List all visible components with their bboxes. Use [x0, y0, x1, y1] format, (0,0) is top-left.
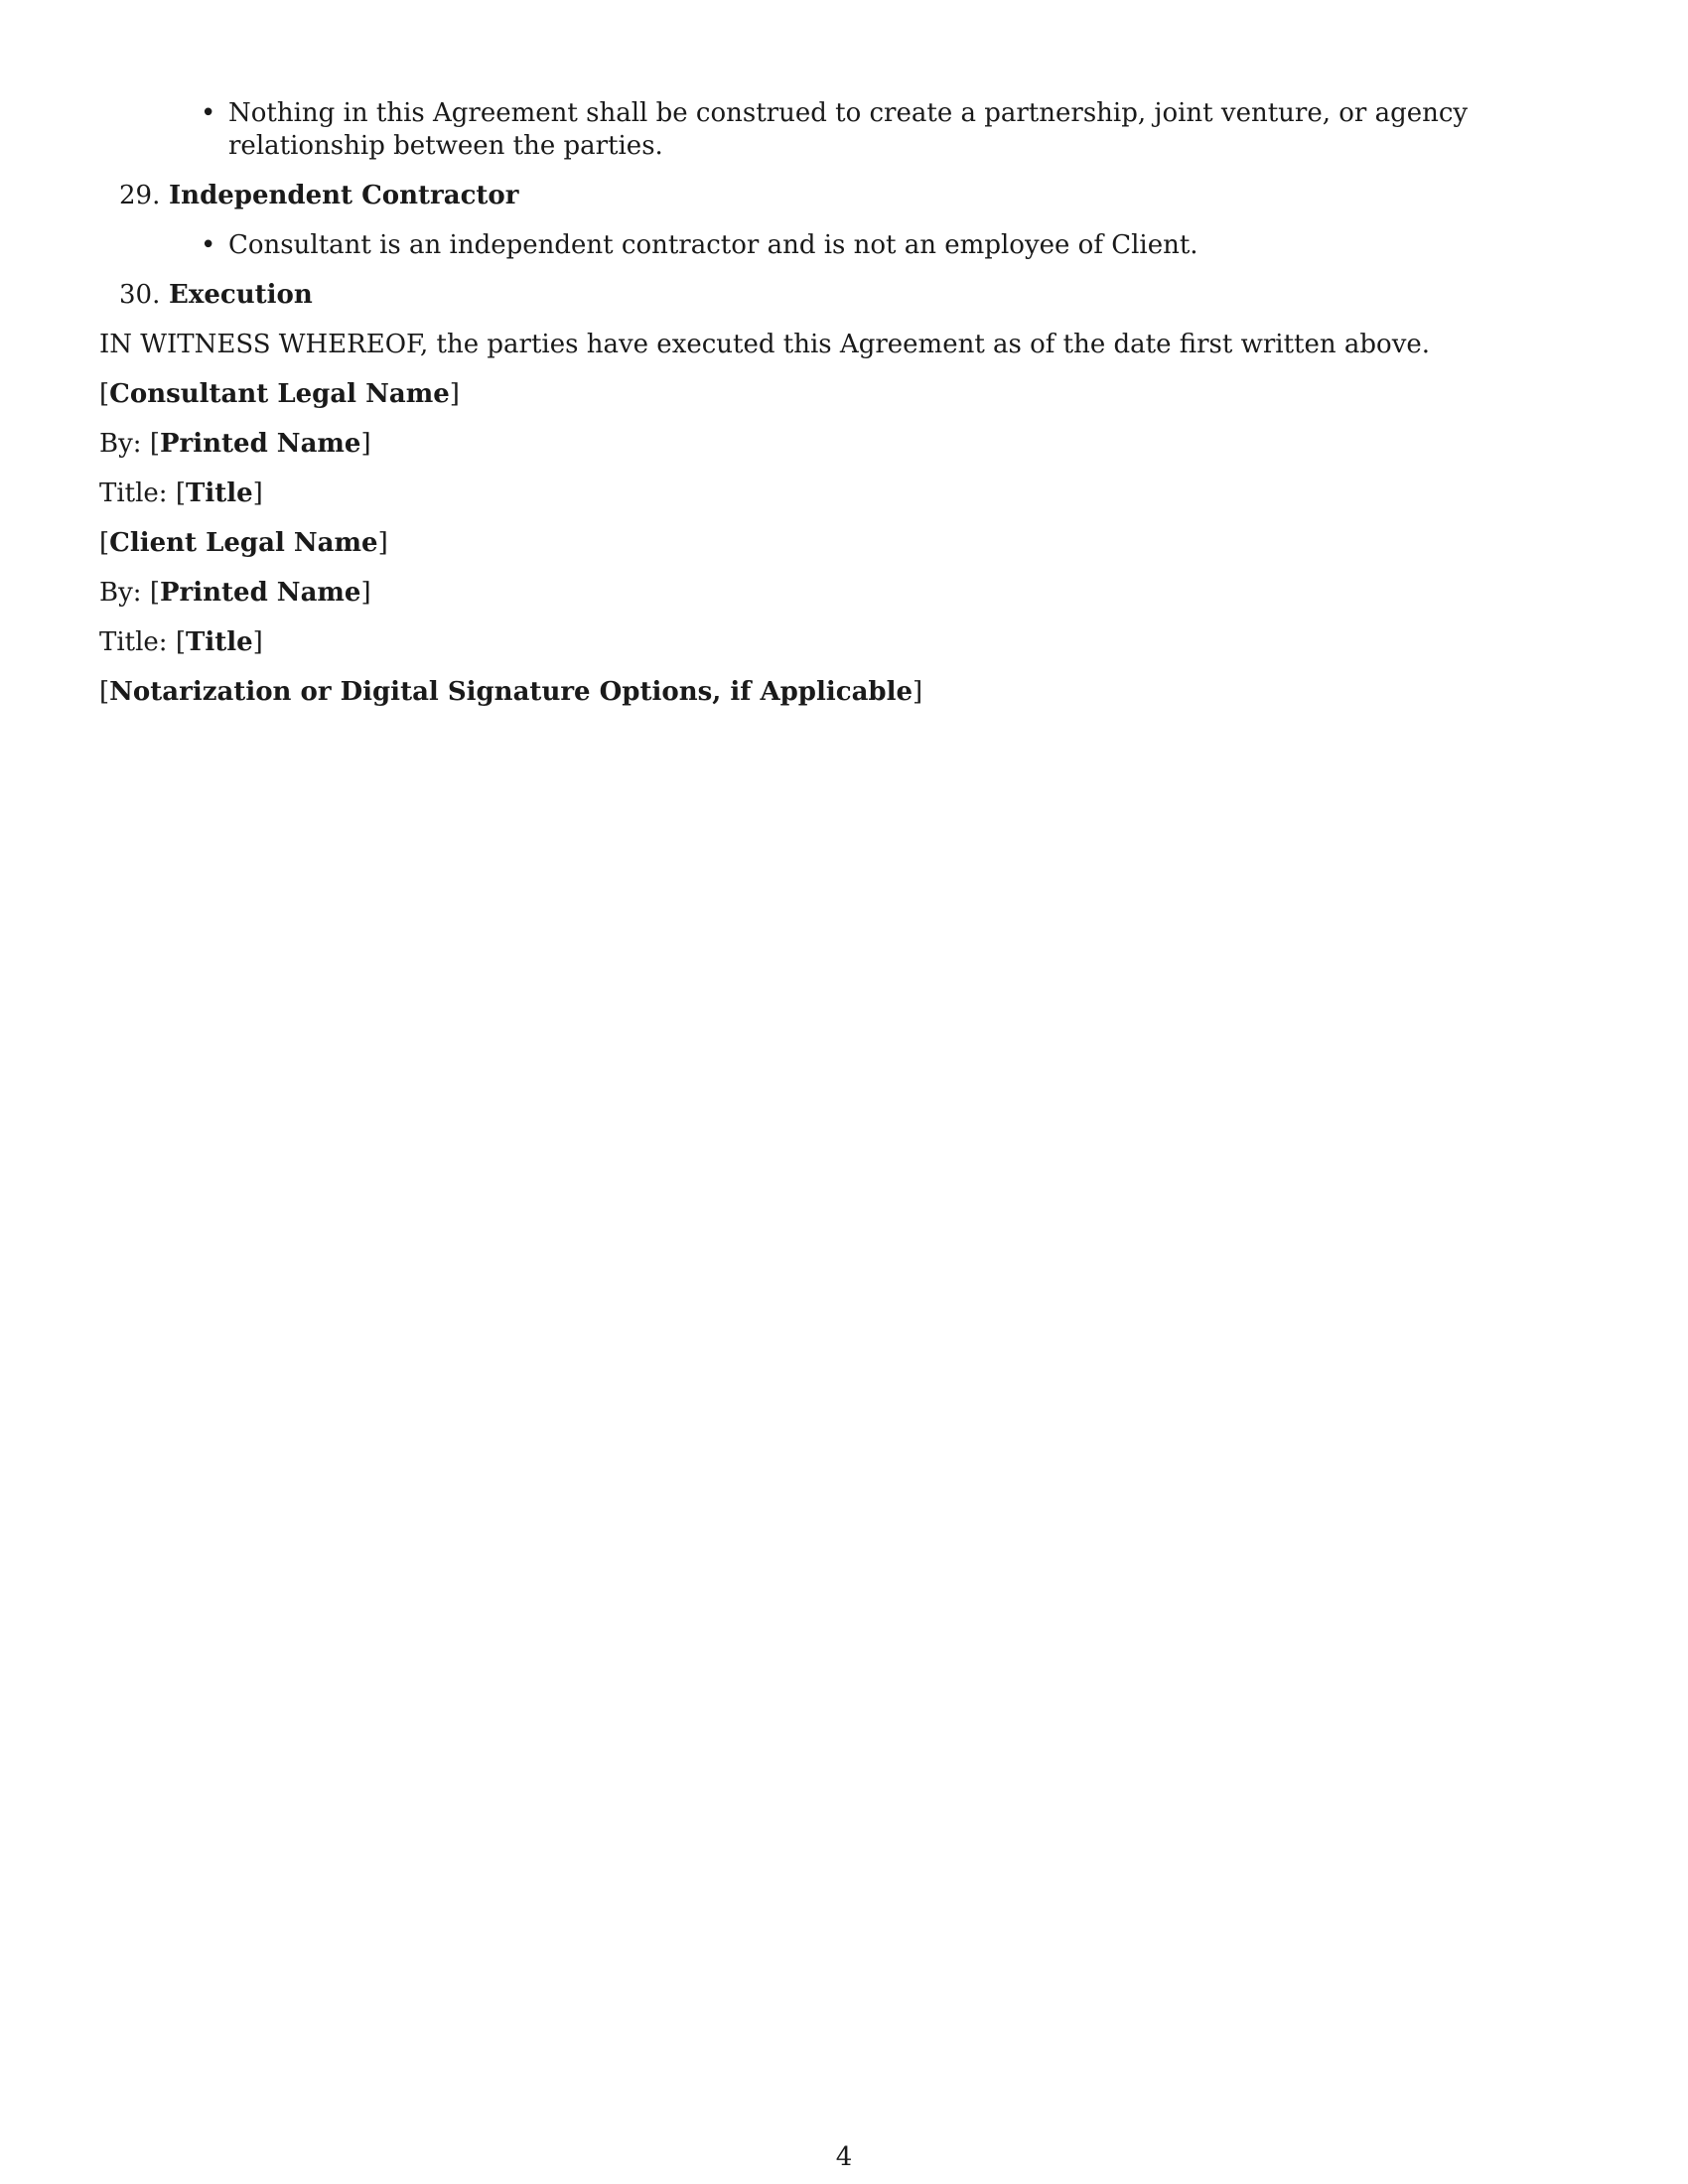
list-item [99, 97, 1589, 163]
client-by-line: By: [Printed Name] [99, 578, 371, 608]
client-title: Title [186, 627, 253, 657]
client-legal-name: Client Legal Name [109, 528, 378, 558]
section-title: Independent Contractor [169, 181, 519, 210]
list-item [99, 229, 1589, 262]
consultant-title: Title [186, 478, 253, 508]
consultant-printed-name: Printed Name [159, 429, 361, 459]
bullet-icon: • [201, 98, 216, 128]
consultant-title-line: Title: [Title] [99, 478, 263, 508]
notarization-options: Notarization or Digital Signature Options, if Applicable [109, 677, 914, 707]
client-printed-name: Printed Name [159, 578, 361, 608]
notarization-line: [Notarization or Digital Signature Options, if Applicable] [99, 677, 923, 707]
section-number: 30. [119, 280, 161, 310]
section-number: 29. [119, 181, 161, 210]
client-title-line: Title: [Title] [99, 627, 263, 657]
section-bullet-text: Consultant is an independent contractor and is not an employee of Client. [228, 230, 1198, 260]
consultant-by-line: By: [Printed Name] [99, 429, 371, 459]
client-name-line: [Client Legal Name] [99, 528, 388, 558]
section-heading-30 [99, 279, 1589, 312]
document-page [99, 97, 1589, 709]
title-label: Title: [99, 478, 168, 508]
page-number: 4 [835, 2142, 853, 2172]
bullet-icon: • [201, 230, 216, 260]
by-label: By: [99, 429, 142, 459]
continuation-bullet-text: Nothing in this Agreement shall be construed to create a partnership, joint venture, or agency relationship between the parties. [228, 98, 1469, 161]
title-label: Title: [99, 627, 168, 657]
witness-statement: IN WITNESS WHEREOF, the parties have executed this Agreement as of the date first written above. [99, 330, 1431, 359]
section-title: Execution [169, 280, 313, 310]
section-heading-29 [99, 180, 1589, 212]
consultant-legal-name: Consultant Legal Name [109, 379, 450, 409]
consultant-name-line: [Consultant Legal Name] [99, 379, 460, 409]
by-label: By: [99, 578, 142, 608]
